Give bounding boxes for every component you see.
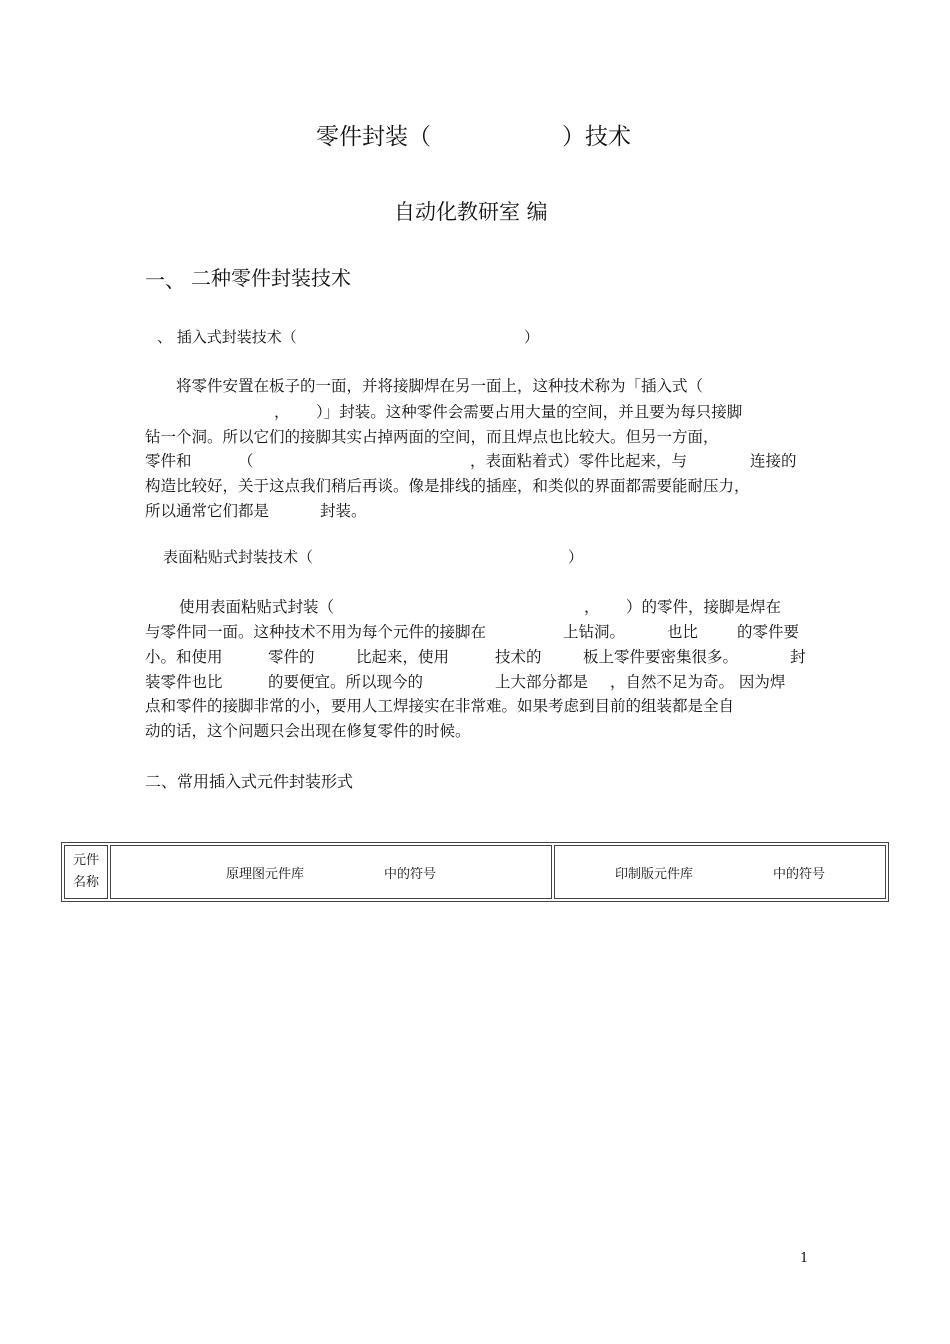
- header-name-line1: 元件: [72, 853, 99, 868]
- para2-line3a: 小。和使用: [145, 648, 223, 666]
- para1-line4a: 零件和: [145, 452, 192, 470]
- para2-line4c: 上大部分都是: [495, 673, 589, 691]
- subsection-2-close: ）: [568, 548, 584, 566]
- para1-line4b: （: [238, 452, 254, 470]
- subsection-1-text: 、 插入式封装技术（: [157, 328, 297, 346]
- para2-line2a: 与零件同一面。这种技术不用为每个元件的接脚在: [145, 623, 487, 641]
- header-schematic-a: 原理图元件库: [225, 866, 304, 882]
- para2-line1b: ，: [584, 598, 600, 616]
- para2-line3e: 板上零件要密集很多。: [583, 648, 739, 666]
- para1-line2b: ）」封装。这种零件会需要占用大量的空间，并且要为每只接脚: [316, 403, 743, 421]
- header-pcb-b: 中的符号: [773, 866, 826, 882]
- para2-line2b: 上钻洞。: [563, 623, 626, 641]
- para1-line6b: 封装。: [320, 502, 367, 520]
- package-table: [61, 842, 889, 902]
- para2-line4b: 的要便宜。所以现今的: [268, 673, 424, 691]
- header-pcb-a: 印制版元件库: [614, 866, 693, 882]
- title-right: ）技术: [562, 124, 631, 150]
- para1-line3: 钻一个洞。所以它们的接脚其实占掉两面的空间，而且焊点也比较大。但另一方面，: [145, 428, 719, 446]
- header-name-line2: 名称: [72, 875, 99, 890]
- para2-line2c: 也比: [667, 623, 699, 641]
- para1-line1: 将零件安置在板子的一面，并将接脚焊在另一面上，这种技术称为「插入式（: [176, 377, 704, 395]
- header-cell-pcb: [554, 845, 886, 899]
- para2-line5: 点和零件的接脚非常的小，要用人工焊接实在非常难。如果考虑到目前的组装都是全自: [145, 697, 735, 715]
- para1-line4d: 连接的: [750, 452, 797, 470]
- para2-line1c: ）的零件，接脚是焊在: [626, 598, 782, 616]
- header-schematic-b: 中的符号: [384, 866, 437, 882]
- para2-line3d: 技术的: [495, 648, 542, 666]
- para2-line3b: 零件的: [268, 648, 315, 666]
- para2-line4a: 装零件也比: [145, 673, 223, 691]
- para2-line1a: 使用表面粘贴式封装（: [179, 598, 335, 616]
- subtitle: 自动化教研室 编: [394, 200, 548, 224]
- para2-line2d: 的零件要: [737, 623, 800, 641]
- section-1-number: 一、: [145, 268, 185, 292]
- section-1-title: 二种零件封装技术: [191, 266, 351, 290]
- table-header-row: [64, 845, 886, 899]
- para1-line6a: 所以通常它们都是: [145, 502, 270, 520]
- para2-line3f: 封: [790, 648, 806, 666]
- page-number: 1: [800, 1251, 809, 1266]
- header-cell-name: [64, 845, 108, 899]
- para2-line6: 动的话，这个问题只会出现在修复零件的时候。: [145, 722, 471, 740]
- para1-line4c: ，表面粘着式）零件比起来，与: [470, 452, 688, 470]
- section-2-heading: 二、常用插入式元件封装形式: [145, 772, 354, 791]
- subsection-2-text: 表面粘贴式封装技术（: [163, 548, 314, 566]
- para2-line4d: ，自然不足为奇。 因为焊: [610, 673, 786, 691]
- header-cell-schematic: [110, 845, 552, 899]
- title-left: 零件封装（: [316, 124, 431, 150]
- para1-line5: 构造比较好，关于这点我们稍后再谈。像是排线的插座，和类似的界面都需要能耐压力，: [145, 477, 750, 495]
- para2-line3c: 比起来，使用: [356, 648, 450, 666]
- subsection-1-close: ）: [524, 328, 540, 346]
- para1-line2a: ，: [274, 403, 290, 421]
